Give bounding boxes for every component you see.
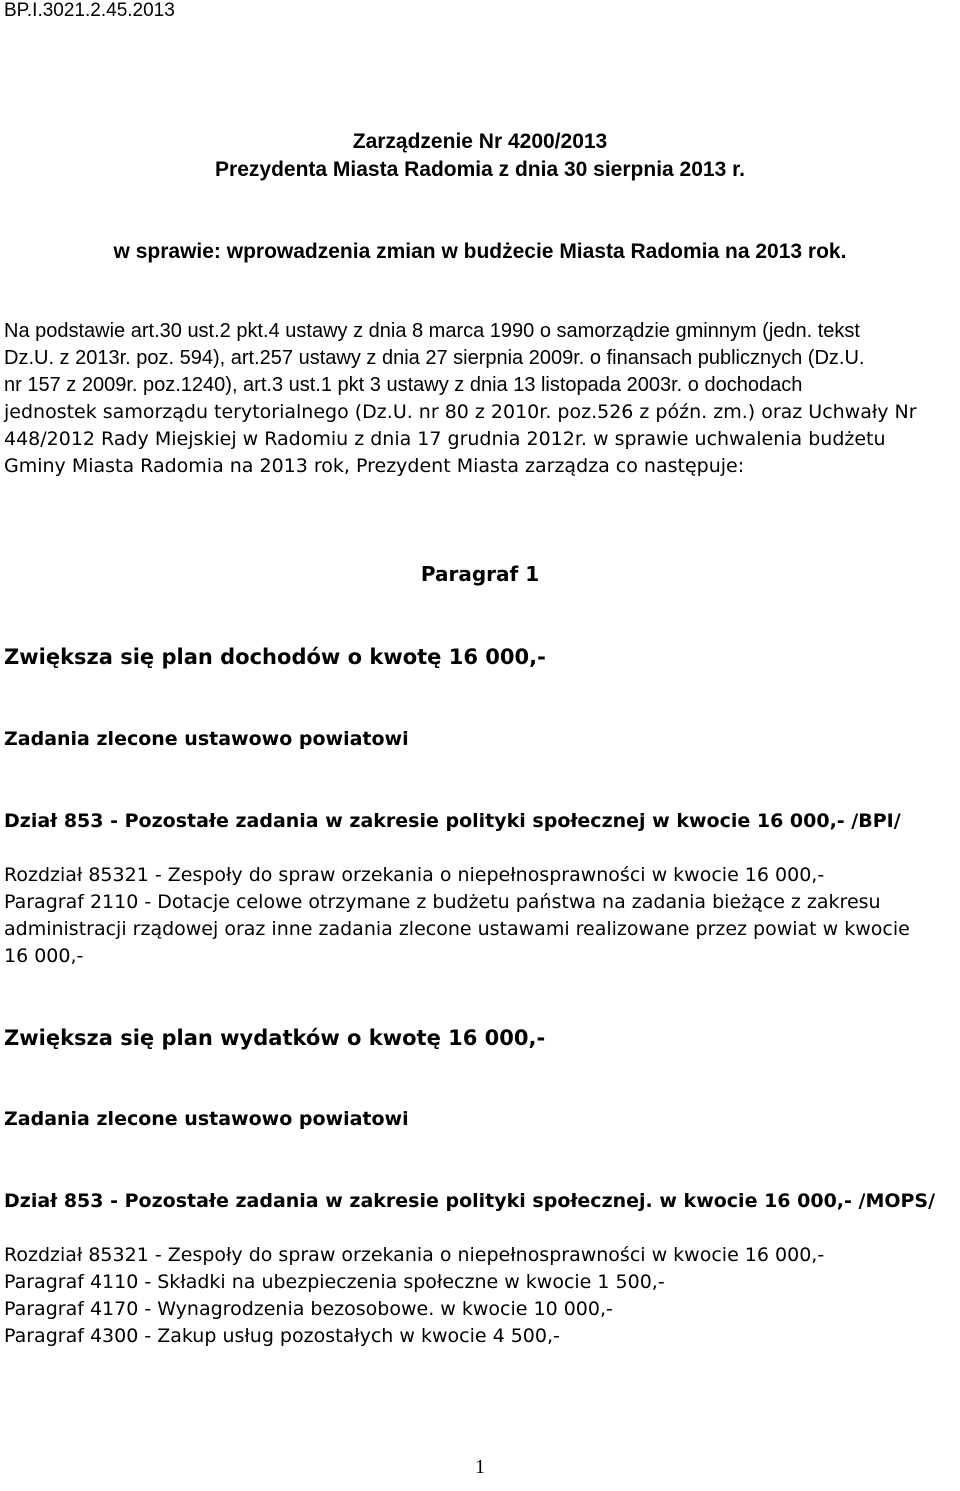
document-issuer: Prezydenta Miasta Radomia z dnia 30 sierpnia 2013 r. (215, 158, 745, 181)
preamble-line: Na podstawie art.30 ust.2 pkt.4 ustawy z dnia 8 marca 1990 o samorządzie gminnym (jedn. tekst (4, 320, 860, 342)
preamble-line: jednostek samorządu terytorialnego (Dz.U. nr 80 z 2010r. poz.526 z późn. zm.) oraz Uchwały Nr (4, 401, 917, 423)
document-subject: w sprawie: wprowadzenia zmian w budżecie Miasta Radomia na 2013 rok. (113, 240, 847, 263)
preamble-line: Dz.U. z 2013r. poz. 594), art.257 ustawy z dnia 27 sierpnia 2009r. o finansach publicznych (Dz.U. (4, 347, 865, 369)
expenses-heading: Zwiększa się plan wydatków o kwotę 16 000,- (4, 1026, 546, 1050)
income-line: Rozdział 85321 - Zespoły do spraw orzekania o niepełnosprawności w kwocie 16 000,- (4, 864, 825, 886)
page-number: 1 (475, 1456, 485, 1478)
expenses-line: Rozdział 85321 - Zespoły do spraw orzekania o niepełnosprawności w kwocie 16 000,- (4, 1244, 825, 1266)
document-title: Zarządzenie Nr 4200/2013 (352, 130, 608, 153)
income-line: 16 000,- (4, 945, 84, 967)
expenses-line: Paragraf 4110 - Składki na ubezpieczenia społeczne w kwocie 1 500,- (4, 1271, 665, 1293)
preamble-line: nr 157 z 2009r. poz.1240), art.3 ust.1 pkt 3 ustawy z dnia 13 listopada 2003r. o dochodach (4, 374, 803, 396)
income-category: Zadania zlecone ustawowo powiatowi (4, 728, 409, 750)
expenses-line: Paragraf 4170 - Wynagrodzenia bezosobowe. w kwocie 10 000,- (4, 1298, 613, 1320)
expenses-category: Zadania zlecone ustawowo powiatowi (4, 1108, 409, 1130)
income-line: administracji rządowej oraz inne zadania zlecone ustawami realizowane przez powiat w kwocie (4, 918, 910, 940)
document-reference: BP.I.3021.2.45.2013 (4, 0, 175, 21)
expenses-line: Paragraf 4300 - Zakup usług pozostałych w kwocie 4 500,- (4, 1325, 560, 1347)
income-division: Dział 853 - Pozostałe zadania w zakresie polityki społecznej w kwocie 16 000,- /BPI/ (4, 810, 901, 832)
income-line: Paragraf 2110 - Dotacje celowe otrzymane z budżetu państwa na zadania bieżące z zakresu (4, 891, 881, 913)
paragraph-heading: Paragraf 1 (420, 562, 540, 586)
income-heading: Zwiększa się plan dochodów o kwotę 16 000,- (4, 645, 546, 669)
preamble-line: Gminy Miasta Radomia na 2013 rok, Prezydent Miasta zarządza co następuje: (4, 455, 745, 477)
expenses-division: Dział 853 - Pozostałe zadania w zakresie polityki społecznej. w kwocie 16 000,- /MOPS/ (4, 1190, 936, 1212)
preamble-line: 448/2012 Rady Miejskiej w Radomiu z dnia 17 grudnia 2012r. w sprawie uchwalenia budżetu (4, 428, 886, 450)
